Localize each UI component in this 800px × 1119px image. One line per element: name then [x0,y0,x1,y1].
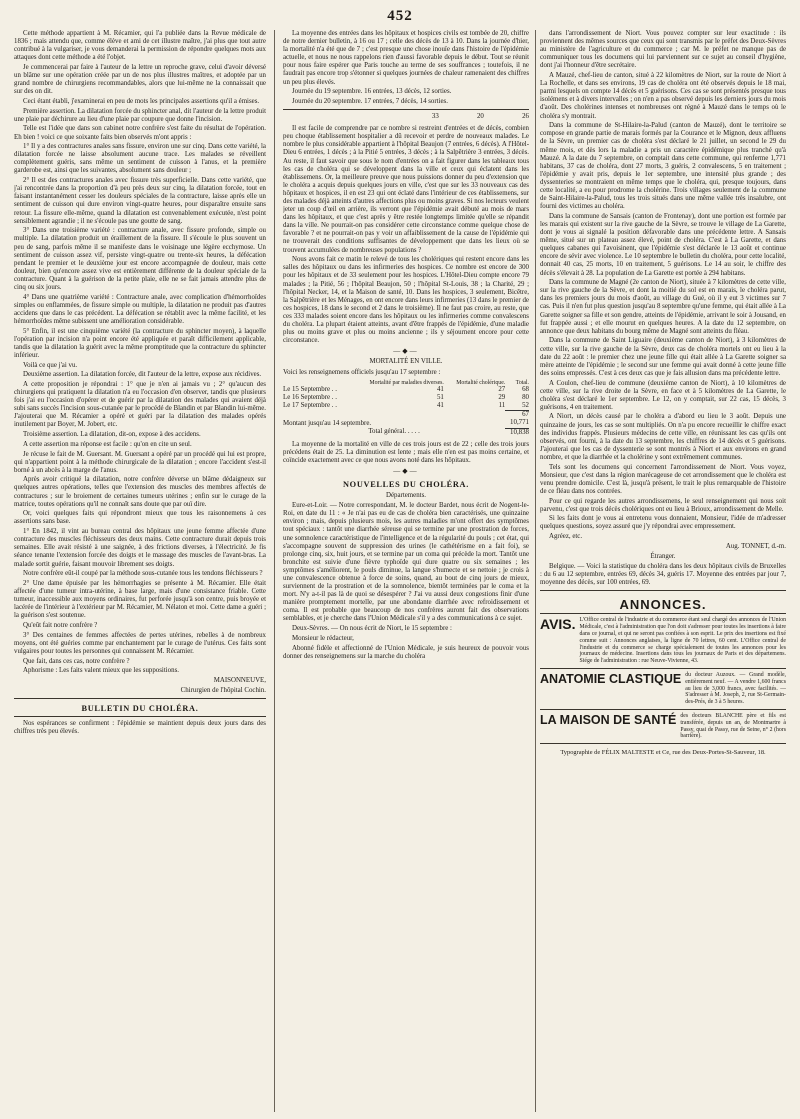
paragraph: Je récuse le fait de M. Guersant. M. Guersant a opéré par un procédé qui lui est propre, qui n'appartient point à la méthode chirurgicale de la dilatation ; encore l'accident s'est-il borné à un abcès à la marge de l'anus. [14,450,266,474]
mortalite-intro: Voici les renseignemens officiels jusqu'au 17 septembre : [283,369,441,377]
cell-total: 52 [522,402,529,410]
paragraph: La moyenne de la mortalité en ville de ces trois jours est de 22 ; celle des trois jours précédens était de 25. La diminution est lente ; mais elle n'en est pas moins certaine, et coïncide exactement avec ce que nous avons noté dans les hôpitaux. [283,440,529,464]
col2-paragraphs-a [283,30,529,106]
ornament-divider: —◆— [393,347,419,356]
mortalite-sum: 67 [505,411,529,420]
cell-diverses: 51 [436,394,444,402]
total-general-label: Total général. . . . . [368,428,420,436]
bulletin-heading: BULLETIN DU CHOLÉRA. [81,703,199,713]
divider [540,709,786,710]
paragraph: 1° Il y a des contractures anales sans fissure, environ une sur cinq. Dans cette variété, la dilatation forcée ne laisse absolument aucune trace. Les malades se réveillent complètement guéris, sans même un sentiment de cuisson à l'anus, et la première garderobe est, ainsi que les suivantes, absolument sans douleur ; [14,143,266,175]
ad-headline: ANATOMIE CLASTIQUE [540,671,682,686]
paragraph: Abonné fidèle et affectionné de l'Union Médicale, je suis heureux de pouvoir vous donner des renseignemens sur la marche du choléra [283,644,529,660]
ads-list [540,617,786,744]
paragraph: Or, voici quelques faits qui répondront mieux que tous les raisonnemens à ces assertions sans base. [14,510,266,526]
ad-text: des docteurs BLANCHE père et fils est transférée, depuis un an, de Montmartre à Passy, quai de Passy, rue de Seine, n° 2 (hors barrière). [680,712,786,740]
annonces-heading: ANNONCES. [619,597,707,613]
ornament-divider: —◆— [393,466,419,475]
paragraph: Telle est l'idée que dans son cabinet notre confrère s'est faite du résultat de l'opération. Eh bien ! voici ce que soixante faits bien observés m'ont appris : [14,125,266,141]
col3-paragraphs-b [540,563,786,587]
cell-total: 80 [522,394,529,402]
montant-value: 10,771 [510,419,529,427]
signature-tonnet: Aug. TONNET, d.-m. [725,542,786,550]
col2-paragraphs-d [283,502,529,661]
paragraph: Eure-et-Loir. — Notre correspondant, M. le docteur Bardet, nous écrit de Nogent-le-Roi, en date du 11 : « Je n'ai pas eu de cas de choléra bien caractérisés, une quinzaine environ ; mais, depuis plusieurs mois, les autres maladies m'ont offert des symptômes tout spéciaux : tantôt une diarrhée séreuse qui se termine par une prostration de forces, une somnolence caractéristique de l'intelligence et de la régularité du pouls ; cet état, qui s'accompagne souvent de suppression des urines (le cathétérisme en a fait foi), se prolonge cinq, six, huit jours, et se termine par un coma qui précède la mort. Tantôt une bronchite est suivie d'une fièvre typhoïde qui dure quatre ou six semaines ; les symptômes s'améliorent, le pouls diminue, la langue s'humecte et se nettoie ; je crois à une convalescence obtenue à force de soins, quand, au bout de cinq jours de mieux, surviennent de la prostration et de la somnolence, bientôt terminées par le coma et la mort. N'y a-t-il pas là de quoi se désespérer ? J'ai vu aussi deux congestions finir d'une manière promptement mortelle, par une abondante diarrhée avec refroidissement et coma. Il est probable que beaucoup de nos confrères auront fait des observations semblables, et je cherche dans l'Union Médicale s'il y a des communications à ce sujet. [283,502,529,623]
total-entries: 33 [431,113,439,121]
paragraph: Monsieur le rédacteur, [292,634,354,642]
paragraph: Dans la commune de Sansais (canton de Frontenay), dont une portion est formée par les marais qui existent sur la rive gauche de la Sèvre, se trouve le village de La Garette, dont je vous ai signalé la position défavorable dans une précédente lettre. A Sansais même, situé sur un plateau assez élevé, point de choléra. C'est à La Garette, et dans quelques cabanes qui l'avoisinent, que l'épidémie s'est déclarée le 13 août et continue encore de sévir avec violence. Le 10 septembre le bulletin du choléra, pour cette localité, donnait 40 cas, 25 morts, 10 en traitement, 5 guérisons. Le 14 au soir, le chiffre des décès s'élevait à 28. La population de La Garette est portée à 294 habitans. [540,212,786,277]
divider [283,109,529,110]
paragraph: Dans la commune de Magné (2e canton de Niort), située à 7 kilomètres de cette ville, sur la rive gauche de la Sèvre, et dont la moitié du sol est en marais, le choléra parut, dans les premiers jours du mois d'août, au village du Gué, où il y eut 3 victimes sur 7 cas. Puis il n'en fut plus question jusqu'au 8 septembre qu'une femme, qui était allée à La Garette soigner sa fille et son gendre, atteints de l'épidémie, arrivant le soir à Jousand, en fut frappée aussi ; et elle mourut en quelques heures. A la date du 12 septembre, on annonce que deux habitans du bourg même de Magné sont atteints du fléau. [540,279,786,335]
total-general-value: 10,838 [505,428,529,437]
paragraph: Deux-Sèvres. — On nous écrit de Niort, le 15 septembre : [292,625,452,633]
table-row [283,402,529,411]
advertisement [540,672,786,706]
paragraph: 2° Il est des contractures anales avec fissure très superficielle. Dans cette variété, que j'ai rencontrée dans la proportion d'à peu près deux sur cinq, la dilatation forcée, tout en faisant instantanément cesser les douleurs spéciales de la contracture, laisse après elle un sentiment de cuisson qui dure environ vingt-quatre heures, pour disparaître ensuite sans retour. La fissure elle-même, quand la dilatation est convenablement exécutée, n'est point sensiblement agrandie ; il ne s'écoule pas une goutte de sang. [14,177,266,225]
paragraph: Aphorisme : Les faits valent mieux que les suppositions. [23,667,179,675]
paragraph: Journée du 20 septembre. 17 entrées, 7 décès, 14 sorties. [292,97,448,105]
cell-label: Le 17 Septembre . . [283,402,337,410]
paragraph: Belgique. — Voici la statistique du choléra dans les deux hôpitaux civils de Bruxelles : du 6 au 12 septembre, entrées 69, décès 34, guéris 17. Moyenne des entrées par jour 7, moyenne des décès, sur 100 entrées, 69. [540,563,786,587]
column-rule [274,30,275,1112]
paragraph: Notre confrère eût-il coupé par la méthode sous-cutanée tous les tendons fléchisseurs ? [23,570,263,578]
departements-heading: Départements. [386,492,426,500]
column-3 [540,30,786,1115]
signature-title: Chirurgien de l'hôpital Cochin. [180,686,266,694]
typography-footer: Typographie de FÉLIX MALTESTE et Ce, rue des Deux-Portes-St-Sauveur, 18. [560,749,766,757]
montant-label: Montant jusqu'au 14 septembre. [283,419,372,427]
paragraph: Dans la commune de Saint Liguaire (deuxième canton de Niort), à 3 kilomètres de cette ville, sur la rive gauche de la Sèvre, deux cas de choléra mortels ont eu lieu à la date du 22 août : le premier chez une jeune fille qui était allée à La Garette soigner sa mère atteinte de l'épidémie ; le second sur une femme qui avait donné à cette jeune fille des soins empressés. C'est à ces deux cas que je fais allusion dans ma précédente lettre. [540,337,786,377]
ad-headline: LA MAISON DE SANTÉ [540,712,677,727]
col-head-cholerique: Mortalité cholérique. [456,379,506,386]
paragraph: 5° Enfin, il est une cinquième variété (la contracture du sphincter moyen), à laquelle l'opération par incision n'a point encore été appliquée et paraît difficilement applicable, tandis que la dilatation la guérit avec la même promptitude que la contracture du sphincter inférieur. [14,327,266,359]
paragraph: A Niort, un décès causé par le choléra a d'abord eu lieu le 3 août. Depuis une quinzaine de jours, les cas se sont multipliés. On n'a pu encore recueillir le chiffre exact des individus frappés. Plusieurs médecins de cette ville, en réunissant les cas qu'ils ont observés, ont fourni, à la date du 13 septembre, les chiffres de 14 décès et 5 guérisons. J'ajouterai que les cas de dyssenterie se sont montrés à Niort et aux environs en grand nombre, et que la diarrhée et la cholérine y sont extrêmement communes. [540,413,786,461]
cell-label: Le 15 Septembre . . [283,386,337,394]
col-head-diverses: Mortalité par maladies diverses. [369,379,444,386]
paragraph: Troisième assertion. La dilatation, dit-on, expose à des accidens. [23,431,201,439]
table-row [283,394,529,402]
paragraph: A cette proposition je répondrai : 1° que je n'en ai jamais vu ; 2° qu'aucun des chirurgiens qui pratiquent la dilatation n'a eu l'occasion d'en observer, tandis que plusieurs fois j'ai eu l'occasion d'opérer et de guérir par la dilatation des malades qui avaient déjà subi sans succès l'incision sous-cutanée par le procédé de Blandin et par Blandin lui-même. J'ajouterai que M. Récamier a opéré et guéri par la dilatation des malades opérés inutilement par Boyer, M. Jobert, etc. [14,380,266,429]
totals-row [283,113,529,121]
mortalite-heading: MORTALITÉ EN VILLE. [369,358,443,366]
paragraph: 3° Des centaines de femmes affectées de pertes utérines, rebelles à de nombreux moyens, ont été guéries comme par enchantement par le curage de l'utérus. Ces faits sont vulgaires pour toutes les personnes qui connaissent M. Récamier. [14,631,266,655]
advertisement [540,617,786,665]
paragraph: Dans la commune de St-Hilaire-la-Palud (canton de Mauzé), dont le territoire se compose en grande partie de marais formés par la Courance et le Mignon, deux affluens de la Sèvre, un premier cas de choléra s'est déclaré le 21 juillet, un second le 29 du même mois, et dès lors la maladie a pris un caractère épidémique plus tranché qu'à Mauzé. A la date du 7 septembre, on comptait dans cette commune, qui renferme 1,771 habitans, 37 cas de choléra, dont 27 morts, 3 guéris, 2 convalescens, 5 en traitement ; l'épidémie y avait pris, depuis le 1er septembre, une intensité plus grande ; des dyssenteries se montraient en même temps que le choléra, qui, presque toujours, dans cette localité, a eu pour prodrome la cholérine. Trois villages seulement de la commune de Saint-Hilaire-la-Palud, tous les trois situés dans une même vallée très insalubre, ont fourni des victimes au choléra. [540,122,786,211]
paragraph: La moyenne des entrées dans les hôpitaux et hospices civils est tombée de 20, chiffre de notre dernier bulletin, à 16 ou 17 ; celle des décès de 13 à 10. Dans la journée d'hier, la mortalité n'a été que de 7 ; c'est presque une chose inouïe dans l'histoire de l'épidémie actuelle, et nous ne nous rappelons rien d'aussi favorable depuis le début. Tout se réunit pour nous faire espérer que Paris touche au terme de ses souffrances ; toutefois, il ne faudrait pas encore trop s'étonner si quelques journées de chaleur ramenaient des chiffres un peu plus élevés. [283,30,529,86]
paragraph: Deuxième assertion. La dilatation forcée, dit l'auteur de la lettre, expose aux récidives. [23,371,262,379]
paragraph: Nos espérances se confirment : l'épidémie se maintient depuis deux jours dans des chiffres très peu élevés. [14,719,266,735]
column-2 [283,30,529,1110]
divider [540,668,786,669]
cell-cholerique: 29 [498,394,506,402]
paragraph: 2° Une dame épuisée par les hémorrhagies se présente à M. Récamier. Elle était affectée d'une tumeur intra-utérine, à base large, mais d'une consistance friable. Cette tumeur, inaccessible aux moyens ordinaires, fut perforée jusqu'à son centre, puis broyée et lacérée de l'intérieur à l'extérieur par M. Récamier, M. Nélaton et moi. Cette dame a guéri ; la guérison s'est soutenue. [14,579,266,620]
paragraph: Si les faits dont je vous ai entretenu vous donnaient, Monsieur, l'idée de m'adresser quelques questions, soyez assuré que j'y répondrai avec empressement. [540,515,786,531]
total-deaths: 20 [476,113,484,121]
mortalite-table [283,380,529,437]
paragraph: A cette assertion ma réponse est facile : qu'on en cite un seul. [23,440,192,448]
paragraph: Cette méthode appartient à M. Récamier, qui l'a publiée dans la Revue médicale de 1836 ; mais attendu que, comme élève et ami de cet illustre maître, j'ai plus que tout autre contribué à la vulgariser, je vous demanderai la permission de répondre quelques mots aux attaques dont cette méthode a été l'objet. [14,30,266,62]
divider [540,613,786,614]
paragraph: Première assertion. La dilatation forcée du sphincter anal, dit l'auteur de la lettre produit une plaie par déchirure au lieu d'une plaie par coupure que donne l'incision. [14,107,266,123]
divider [540,590,786,591]
paragraph: dans l'arrondissement de Niort. Vous pouvez compter sur leur exactitude : ils proviennent des mêmes sources que ceux qui sont transmis par le préfet des Deux-Sèvres au ministère de l'agriculture et du commerce ; car M. le préfet ne manque pas de communiquer tous les documens qui lui parviennent sur ce sujet au conseil d'hygiène, dont j'ai l'honneur d'être secrétaire. [540,30,786,70]
divider [540,743,786,744]
col1-paragraphs [14,30,266,675]
signature-name: MAISONNEUVE, [213,676,266,684]
paragraph: Pour ce qui regarde les autres arrondissemens, le seul renseignement qui nous soit parvenu, c'est que trois décès cholériques ont eu lieu à Brioux, arrondissement de Melle. [540,497,786,513]
paragraph: 4° Dans une quatrième variété : Contracture anale, avec complication d'hémorrhoïdes simples ou enflammées, de fissure simple ou multiple, la dilatation ne produit pas d'autres accidens que dans le cas précédent. La défécation se rétablit avec la même facilité, et les hémorrhoïdes même subissent une amélioration considérable. [14,293,266,325]
cell-total: 68 [522,386,529,394]
paragraph: 1° En 1842, il vint au bureau central des hôpitaux une jeune femme affectée d'une contracture des muscles fléchisseurs des deux mains. Cette contracture durait depuis trois semaines. Elle avait résisté à une saignée, à des frictions diverses, à l'électricité. Je fis séance tenante l'extension forcée des doigts et le massage des muscles de l'avant-bras. La malade sortit guérie, faisant mouvoir librement ses doigts. [14,528,266,568]
paragraph: Nous avons fait ce matin le relevé de tous les cholériques qui restent encore dans les salles des hôpitaux ou dans les infirmeries des hospices. Ce nombre est encore de 300 pour les hôpitaux et de 33 seulement pour les hospices. L'Hôtel-Dieu compte encore 79 malades ; la Pitié, 56 ; l'hôpital Beaujon, 50 ; l'hôpital St-Louis, 38 ; la Charité, 29 ; l'hôpital Necker, 14, et la Maison de santé, 10. Dans les hospices, 3 seulement, Bicêtre, la Salpêtrière et les Ménages, en ont encore dans leurs infirmeries (13 dans le premier de ces hospices, 18 dans le second et 2 dans le troisième). Il ne faut pas croire, au reste, que ces 333 malades soient encore dans les hôpitaux ou les infirmeries comme convalescens du choléra. La plupart étaient atteints, avant d'être frappés de l'épidémie, d'une maladie plus ou moins grave et plus ou moins ancienne ; ils y séjournent encore pour cette circonstance. [283,256,529,345]
cell-label: Le 16 Septembre . . [283,394,337,402]
paragraph: Il est facile de comprendre par ce nombre si restreint d'entrées et de décès, combien peu choque établissement hospitalier a dû recevoir et perdre de nouveaux malades. Le nombre le plus considérable appartient à l'hôpital Beaujon (7 entrées, 6 décès). A l'Hôtel-Dieu 6 entrées, 1 décès ; à la Pitié 5 entrées, 3 décès ; à la Salpêtrière 3 entrées, 3 décès. Au reste, il faut savoir que sous le nom d'entrées on a fait figurer dans les tableaux tous les cas de choléra qui se développent dans la ville et ceux qui éclatent dans les établissemens. Or, la meilleure preuve que nous puissions donner du peu d'extension que le choléra a acquis depuis quelques jours en ville, c'est que sur les 33 nouveaux cas des hôpitaux et hospices, il en est 23 qui ont éclaté dans l'intérieur de ces établissemens, sur des malades déjà atteints d'autres affections plus ou moins graves. Si nos lecteurs veulent jeter un coup d'œil en arrière, ils verront que l'épidémie avait débuté au mois de mars dans les hôpitaux, et que c'est après y être restée longtemps limitée qu'elle se répandit dans la ville. Ne pourrait-on pas considérer cette circonstance comme quelque chose de favorable ? et ne pourrait-on pas y voir un affaiblissement de la cause de l'épidémie qui ne trouverait des conditions suffisantes de développement que dans les lieux où se trouvent accumulées de nombreuses populations ? [283,125,529,254]
total-exits: 26 [522,113,529,121]
column-1 [14,30,266,1115]
paragraph: Ceci étant établi, j'examinerai en peu de mots les principales assertions qu'il a émises. [23,97,260,105]
ad-headline: AVIS. [540,616,576,633]
ad-text: du docteur Auzoux. — Grand modèle, entièrement neuf. — A vendre 1,600 francs au lieu de 3,000 francs, avec facilités. — S'adresser à M. Joseph, 2, rue St-Germain-des-Prés, de 3 à 5 heures. [685,671,786,706]
divider [14,716,266,717]
divider [14,698,266,699]
cell-cholerique: 11 [498,402,506,410]
col2-paragraphs-c [283,441,529,465]
paragraph: Voilà ce que j'ai vu. [23,361,78,369]
paragraph: A Coulon, chef-lieu de commune (deuxième canton de Niort), à 10 kilomètres de cette ville, sur la rive droite de la Sèvre, en face et à 5 kilomètres de La Garette, le choléra s'est déclaré le 1er septembre. Le 12, on y comptait, sur 22 cas, 15 décès, 3 guérisons, 4 en traitement. [540,379,786,411]
cell-diverses: 41 [436,386,444,394]
col2-paragraphs-b [283,125,529,345]
paragraph: Journée du 19 septembre. 16 entrées, 13 décès, 12 sorties. [292,88,452,96]
table-row [283,386,529,394]
page-number: 452 [387,8,413,24]
paragraph: Que fait, dans ces cas, notre confrère ? [23,657,130,665]
paragraph: Après avoir critiqué la dilatation, notre confrère déverse un blâme dédaigneux sur quelques autres opérations, telles que l'extension des muscles des membres affectés de contractures ; sur le broiement de certaines tumeurs utérines ; enfin sur le curage de la matrice, toutes opérations qu'il ne connaît sans doute que par ouï dire. [14,476,266,508]
ad-text: L'Office central de l'industrie et du commerce étant seul chargé des annonces de l'Union Médicale, c'est à l'administration que l'on doit s'adresser pour toutes les insertions à faire dans ce journal, et qui ne seront pas confiées à son esprit. Le prix des insertions est fixé comme suit : Annonces anglaises, la ligne de 70 lettres, 60 cent. L'Office central de l'industrie et du commerce se charge spécialement de toutes les annonces pour les journaux de médecine. Insertions dans tous les journaux de Paris et des départemens. Siége de l'administration : rue Neuve-Vivienne, 43. [579,617,786,665]
etranger-heading: Étranger. [650,552,676,560]
advertisement [540,713,786,740]
nouvelles-heading: NOUVELLES DU CHOLÉRA. [342,479,470,489]
col3-paragraphs-a [540,30,786,541]
cell-cholerique: 27 [498,386,506,394]
paragraph: Tels sont les documens qui concernent l'arrondissement de Niort. Vous voyez, Monsieur, que c'est dans la région marécageuse de cet arrondissement que le choléra est venu prendre domicile. C'est là, jusqu'à présent, le trait le plus remarquable de l'histoire de ce fléau dans nos contrées. [540,463,786,495]
paragraph: Qu'eût fait notre confrère ? [23,621,98,629]
column-rule [535,30,536,1112]
paragraph: Agréez, etc. [549,533,583,541]
paragraph: 3° Dans une troisième variété : contracture anale, avec fissure profonde, simple ou multiple. La dilatation produit un éraillement de la fissure. Il s'écoule le plus souvent un peu de sang, parfois même il se manifeste dans le voisinage une légère ecchymose. Un sentiment de cuisson assez vif, persiste vingt-quatre ou trente-six heures, la défécation pendant le premier et le deuxième jour est encore accompagnée de douleur, mais cette douleur, bien qu'encore assez vive est entièrement différente de la douleur spéciale de la contracture. Quant à la guérison de la petite plaie, elle ne se fait jamais attendre plus de cinq ou six jours. [14,227,266,291]
col-head-total: Total. [515,379,529,386]
paragraph: Je commencerai par faire à l'auteur de la lettre un reproche grave, celui d'avoir déversé un blâme sur une opération créée par un de nos plus illustres maîtres, et adoptée par un grand nombre de chirurgiens recommandables, alors que lui-même ne la connaissait que sur des on dit. [14,63,266,96]
col1-bulletin-text [14,720,266,736]
cell-diverses: 41 [436,402,444,410]
paragraph: A Mauzé, chef-lieu de canton, situé à 22 kilomètres de Niort, sur la route de Niort à La Rochelle, et dans ses environs, 19 cas de choléra ont été observés depuis le 18 mai, parmi lesquels on compte 14 décès et 5 guérisons. Ces cas se sont présentés presque tous isolémens et à divers intervalles ; on n'en a pas observé depuis les derniers jours du mois d'août. Des cholérines intenses et nombreuses ont régné à Mauzé dans le temps où le choléra s'y montrait. [540,72,786,120]
